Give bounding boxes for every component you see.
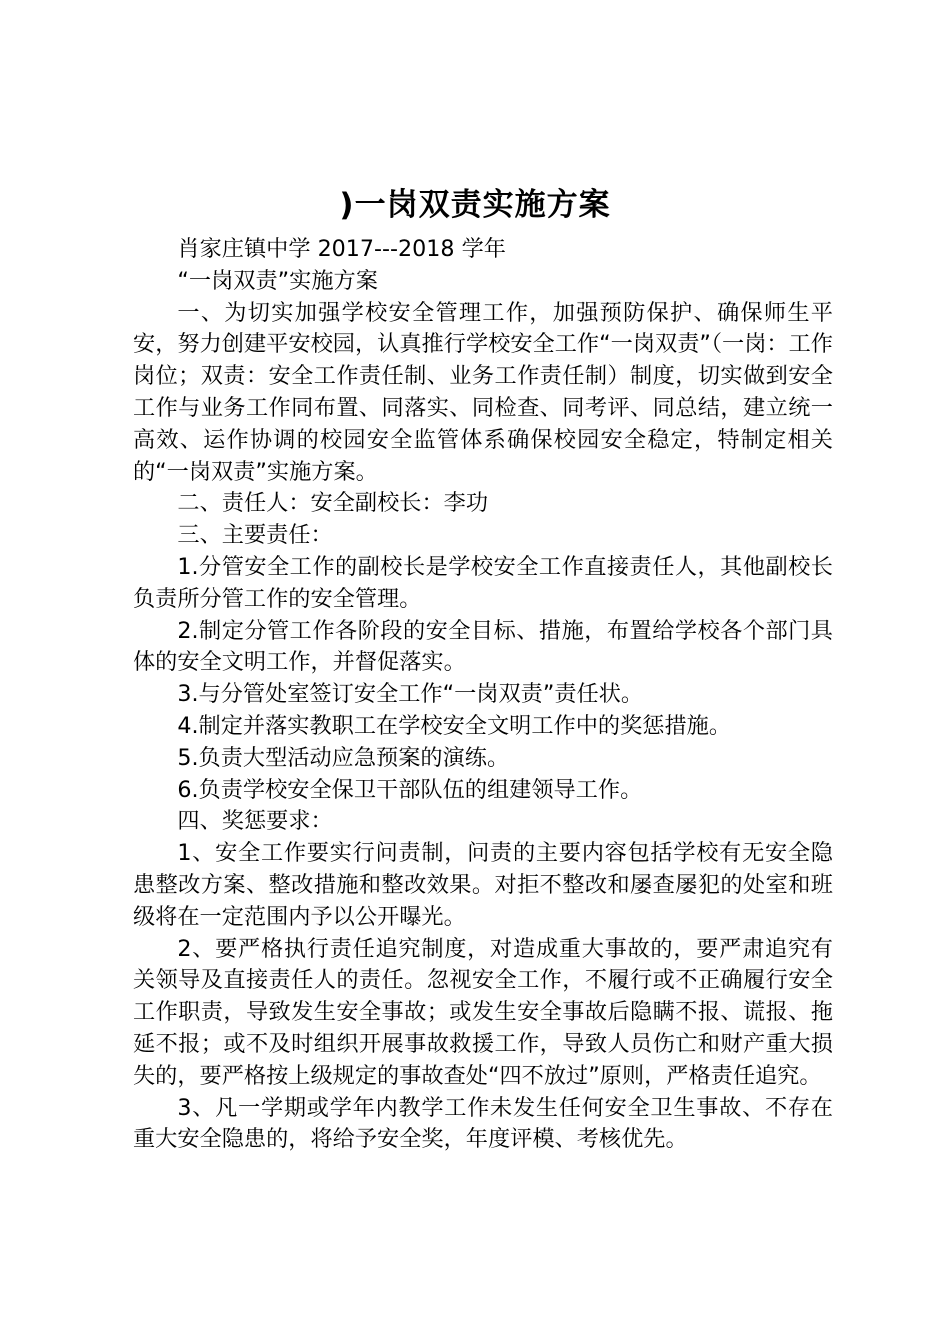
heading-main-duties: 三、主要责任： (177, 522, 333, 549)
reward-item-2: 2、要严格执行责任追究制度，对造成重大事故的，要严肃追究有关领导及直接责任人的责任。忽视安全工作，不履行或不正确履行安全工作职责，导致发生安全事故；或发生安全事故后隐瞒不报、谎报、拖延不报；或不及时组织开展事故救援工作，导致人员伤亡和财产重大损失的，要严格按上级规定的事故查处“四不放过”原则，严格责任追究。 (133, 935, 833, 1089)
heading-rewards-penalties: 四、奖惩要求： (177, 808, 333, 835)
duty-item-4: 4.制定并落实教职工在学校安全文明工作中的奖惩措施。 (177, 712, 732, 739)
reward-item-3: 3、凡一学期或学年内教学工作未发生任何安全卫生事故、不存在重大安全隐患的，将给予安全奖，年度评模、考核优先。 (133, 1094, 833, 1153)
paragraph-purpose: 一、为切实加强学校安全管理工作，加强预防保护、确保师生平安，努力创建平安校园，认真推行学校安全工作“一岗双责”（一岗：工作岗位；双责：安全工作责任制、业务工作责任制）制度，切实做到安全工作与业务工作同布置、同落实、同检查、同考评、同总结，建立统一高效、运作协调的校园安全监管体系确保校园安全稳定，特制定相关的“一岗双责”实施方案。 (133, 299, 833, 485)
duty-item-6: 6.负责学校安全保卫干部队伍的组建领导工作。 (177, 776, 643, 803)
duty-item-3: 3.与分管处室签订安全工作“一岗双责”责任状。 (177, 681, 644, 708)
duty-item-2: 2.制定分管工作各阶段的安全目标、措施，布置给学校各个部门具体的安全文明工作，并督促落实。 (133, 617, 833, 676)
duty-item-1: 1.分管安全工作的副校长是学校安全工作直接责任人，其他副校长负责所分管工作的安全管理。 (133, 553, 833, 612)
reward-item-1: 1、安全工作要实行问责制，问责的主要内容包括学校有无安全隐患整改方案、整改措施和整改效果。对拒不整改和屡查屡犯的处室和班级将在一定范围内予以公开曝光。 (133, 840, 833, 930)
plan-subtitle: “一岗双责”实施方案 (177, 267, 378, 294)
school-year-line: 肖家庄镇中学 2017---2018 学年 (177, 236, 506, 262)
duty-item-5: 5.负责大型活动应急预案的演练。 (177, 744, 510, 771)
paragraph-responsible-person: 二、责任人：安全副校长：李功 (177, 490, 489, 517)
document-body (133, 234, 833, 1156)
document-title: )一岗双责实施方案 (339, 187, 611, 223)
